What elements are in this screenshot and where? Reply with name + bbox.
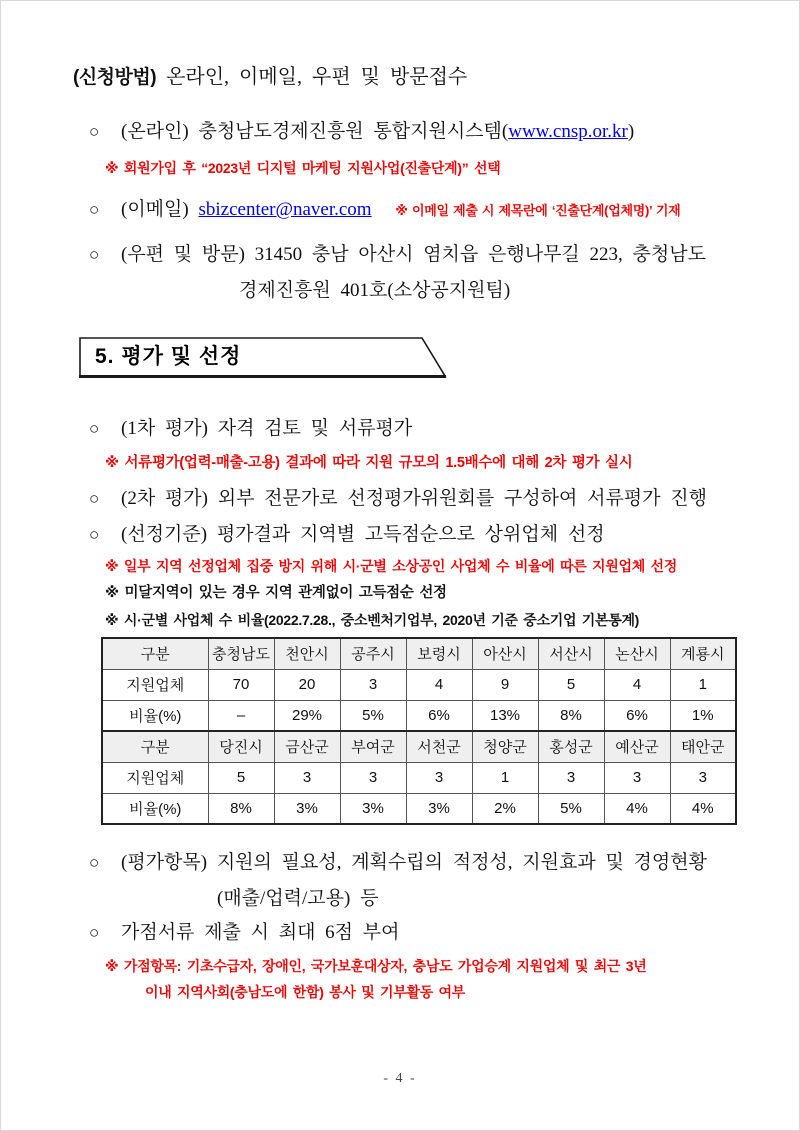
eval-items-line1: (평가항목) 지원의 필요성, 계획수립의 적정성, 지원효과 및 경영현황 <box>121 852 707 873</box>
eval-items-line2: (매출/업력/고용) 등 <box>217 888 379 909</box>
value-cell: 3 <box>340 762 406 793</box>
online-apply-text <box>121 118 744 146</box>
section-5-title: 5. 평가 및 선정 <box>95 345 242 368</box>
row-label-cell: 비율(%) <box>102 793 208 824</box>
value-cell: 3% <box>406 793 472 824</box>
value-cell: 태안군 <box>670 731 736 762</box>
value-cell: 3 <box>340 669 406 700</box>
table-row <box>102 793 736 824</box>
value-cell: 당진시 <box>208 731 274 762</box>
table-row <box>102 731 736 762</box>
value-cell: 3% <box>340 793 406 824</box>
eval-items-item <box>89 845 744 917</box>
value-cell: 서산시 <box>538 638 604 669</box>
criteria-note-2: ※ 미달지역이 있는 경우 지역 관계없이 고득점순 선정 <box>105 585 447 601</box>
online-text: (온라인) 충청남도경제진흥원 통합지원시스템( <box>121 121 509 142</box>
bonus-item <box>89 919 744 947</box>
online-text-suffix: ) <box>627 121 635 142</box>
value-cell: 1% <box>670 700 736 731</box>
value-cell: 6% <box>604 700 670 731</box>
criteria-note-3: ※ 시·군별 사업체 수 비율(2022.7.28., 중소벤처기업부, 2020년 기준 중소기업 기본통계) <box>105 612 640 628</box>
value-cell: 70 <box>208 669 274 700</box>
cnsp-link[interactable]: www.cnsp.or.kr <box>508 121 628 142</box>
row-label-cell: 지원업체 <box>102 669 208 700</box>
apply-method-label: (신청방법) <box>73 67 157 88</box>
bonus-note <box>105 953 744 1005</box>
value-cell: 8% <box>208 793 274 824</box>
eval1-note: ※ 서류평가(업력-매출-고용) 결과에 따라 지원 규모의 1.5배수에 대해 2차 평가 실시 <box>105 455 633 471</box>
email-apply-text <box>121 196 744 225</box>
value-cell: 금산군 <box>274 731 340 762</box>
value-cell: 3 <box>274 762 340 793</box>
circle-bullet: ○ <box>89 122 100 141</box>
value-cell: 5% <box>340 700 406 731</box>
value-cell: 13% <box>472 700 538 731</box>
value-cell: 계룡시 <box>670 638 736 669</box>
region-table-body <box>102 638 736 824</box>
value-cell: 3 <box>538 762 604 793</box>
apply-method-heading <box>73 63 744 92</box>
value-cell: 8% <box>538 700 604 731</box>
table-row <box>102 762 736 793</box>
row-label-cell: 지원업체 <box>102 762 208 793</box>
bonus-text: 가점서류 제출 시 최대 6점 부여 <box>121 922 400 943</box>
value-cell: 5% <box>538 793 604 824</box>
table-row <box>102 638 736 669</box>
value-cell: 보령시 <box>406 638 472 669</box>
value-cell: 1 <box>472 762 538 793</box>
value-cell: 5 <box>208 762 274 793</box>
circle-bullet: ○ <box>89 245 100 264</box>
eval1-text: (1차 평가) 자격 검토 및 서류평가 <box>121 418 413 439</box>
value-cell: 2% <box>472 793 538 824</box>
eval2-text: (2차 평가) 외부 전문가로 선정평가위원회를 구성하여 서류평가 진행 <box>121 488 707 509</box>
value-cell: 논산시 <box>604 638 670 669</box>
email-link[interactable]: sbizcenter@naver.com <box>198 199 372 220</box>
value-cell: 예산군 <box>604 731 670 762</box>
value-cell: 청양군 <box>472 731 538 762</box>
value-cell: 9 <box>472 669 538 700</box>
eval2-item <box>89 485 744 513</box>
value-cell: 4 <box>406 669 472 700</box>
bonus-note-line1: ※ 가점항목: 기초수급자, 장애인, 국가보훈대상자, 충남도 가업승계 지원업체 및 최근 3년 <box>105 958 647 974</box>
value-cell: 4% <box>604 793 670 824</box>
circle-bullet: ○ <box>89 923 100 942</box>
criteria-note-red: ※ 일부 지역 선정업체 집중 방지 위해 시·군별 소상공인 사업체 수 비율에 따른 지원업체 선정 <box>105 558 677 574</box>
criteria-item <box>89 521 744 549</box>
section-5-title-box <box>79 337 447 379</box>
value-cell: 아산시 <box>472 638 538 669</box>
value-cell: 천안시 <box>274 638 340 669</box>
post-apply-text <box>121 237 744 309</box>
table-row <box>102 669 736 700</box>
region-ratio-table <box>101 637 737 825</box>
post-apply-item <box>89 237 744 309</box>
value-cell: 공주시 <box>340 638 406 669</box>
value-cell: 충청남도 <box>208 638 274 669</box>
value-cell: – <box>208 700 274 731</box>
online-note: ※ 회원가입 후 “2023년 디지털 마케팅 지원사업(진출단계)” 선택 <box>105 160 501 176</box>
email-apply-item <box>89 196 744 225</box>
value-cell: 4% <box>670 793 736 824</box>
email-note: ※ 이메일 제출 시 제목란에 ‘진출단계(업체명)’ 기재 <box>395 203 681 218</box>
bonus-note-line2: 이내 지역사회(충남도에 한함) 봉사 및 기부활동 여부 <box>145 984 465 1000</box>
value-cell: 3 <box>670 762 736 793</box>
value-cell: 20 <box>274 669 340 700</box>
value-cell: 3 <box>406 762 472 793</box>
value-cell: 3 <box>604 762 670 793</box>
eval-items-text <box>121 845 744 917</box>
online-apply-item <box>89 118 744 146</box>
value-cell: 6% <box>406 700 472 731</box>
table-row <box>102 700 736 731</box>
criteria-text: (선정기준) 평가결과 지역별 고득점순으로 상위업체 선정 <box>121 524 605 545</box>
value-cell: 1 <box>670 669 736 700</box>
post-address-line2: 경제진흥원 401호(소상공지원팀) <box>239 280 511 301</box>
circle-bullet: ○ <box>89 200 100 219</box>
circle-bullet: ○ <box>89 525 100 544</box>
post-address-line1: (우편 및 방문) 31450 충남 아산시 염치읍 은행나무길 223, 충청남도 <box>121 244 706 265</box>
circle-bullet: ○ <box>89 489 100 508</box>
value-cell: 홍성군 <box>538 731 604 762</box>
eval1-item <box>89 415 744 443</box>
row-label-cell: 비율(%) <box>102 700 208 731</box>
apply-method-text: 온라인, 이메일, 우편 및 방문접수 <box>166 66 468 88</box>
value-cell: 4 <box>604 669 670 700</box>
row-label-cell: 구분 <box>102 731 208 762</box>
value-cell: 서천군 <box>406 731 472 762</box>
value-cell: 부여군 <box>340 731 406 762</box>
row-label-cell: 구분 <box>102 638 208 669</box>
value-cell: 5 <box>538 669 604 700</box>
email-text: (이메일) <box>121 199 189 220</box>
page-number: - 4 - <box>383 1071 417 1086</box>
circle-bullet: ○ <box>89 853 100 872</box>
value-cell: 3% <box>274 793 340 824</box>
value-cell: 29% <box>274 700 340 731</box>
circle-bullet: ○ <box>89 419 100 438</box>
